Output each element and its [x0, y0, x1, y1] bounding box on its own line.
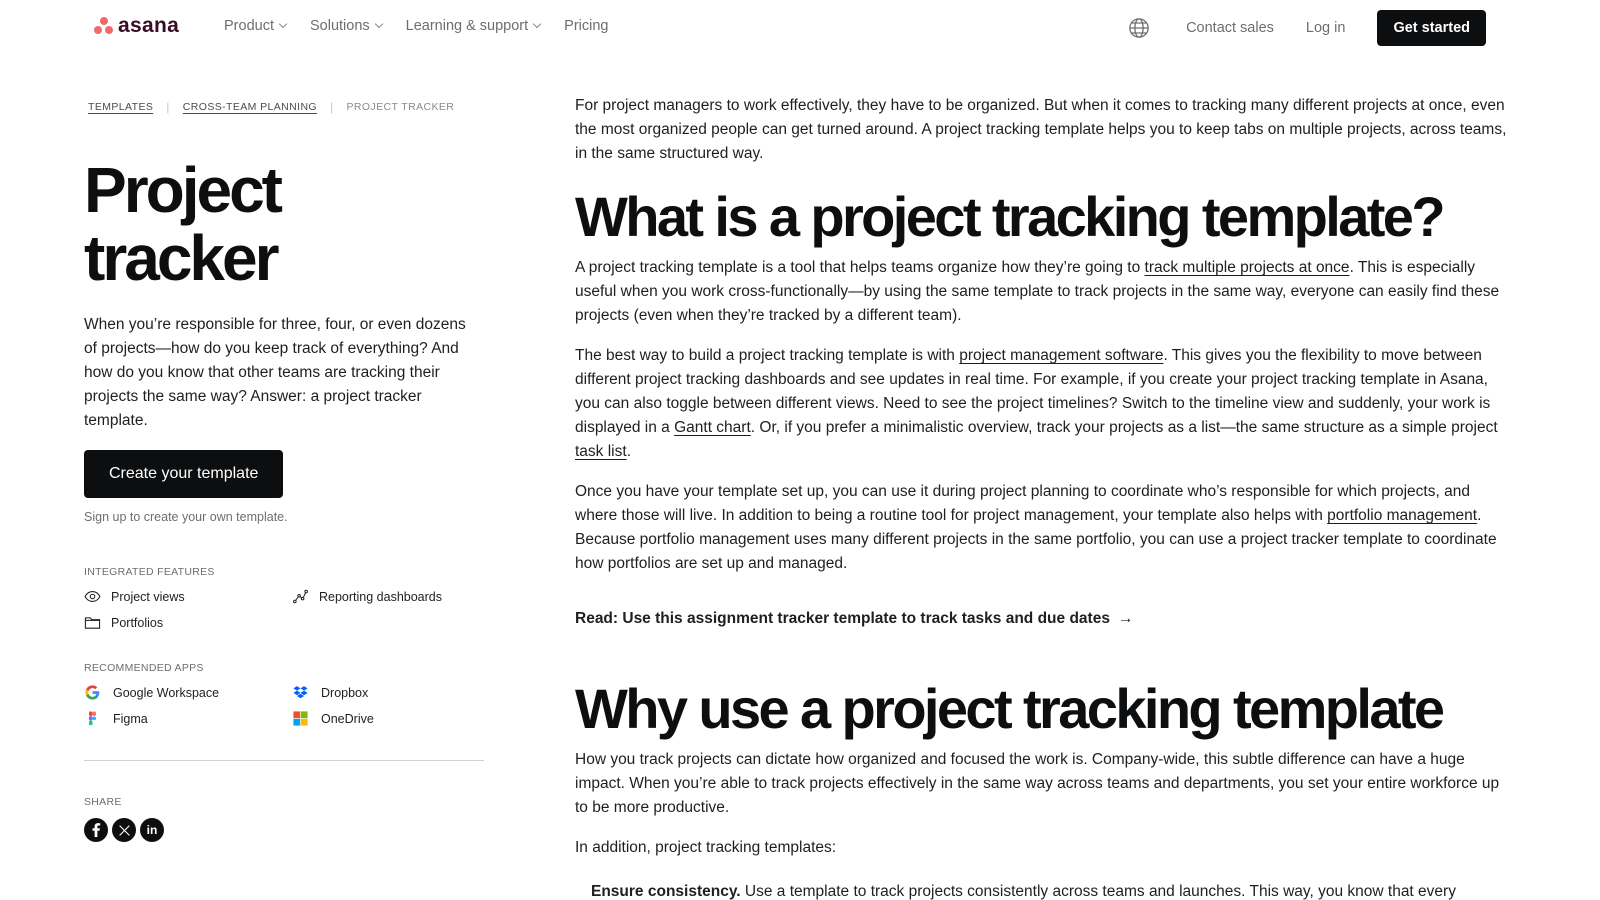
figma-icon [84, 710, 101, 727]
app-onedrive[interactable] [292, 710, 492, 727]
link-gantt-chart[interactable]: Gantt chart [674, 419, 751, 436]
title-line-1: Project [84, 154, 280, 226]
link-track-multiple-projects[interactable]: track multiple projects at once [1144, 259, 1350, 276]
chevron-down-icon [279, 20, 287, 28]
line-chart-icon [292, 588, 309, 605]
bullet-text: Use a template to track projects consistently across teams and launches. This way, you know that every [740, 883, 1456, 900]
recommended-apps-label: RECOMMENDED APPS [84, 662, 204, 674]
text: Once you have your template set up, you can use it during project planning to coordinate who’s responsible for which projects, and where those will live. In addition to being a routine tool for project management, your template also helps with [575, 483, 1470, 524]
intro-text: When you’re responsible for three, four, or even dozens of projects—how do you keep track of everything? And how do you know that other teams are tracking their projects the same way? Answer: a project tracker template. [84, 316, 466, 429]
benefits-list [575, 880, 1515, 900]
text: The best way to build a project tracking template is with [575, 347, 960, 364]
microsoft-icon [292, 710, 309, 727]
google-icon [84, 684, 101, 701]
header-actions [1128, 10, 1486, 46]
chevron-down-icon [533, 20, 541, 28]
app-dropbox[interactable] [292, 684, 492, 701]
features-list [84, 588, 484, 631]
feature-label: Project views [111, 589, 185, 604]
template-sidebar [84, 100, 484, 842]
read-link-label: Read: Use this assignment tracker template to track tasks and due dates [575, 610, 1110, 627]
paragraph-in-addition: In addition, project tracking templates: [575, 839, 837, 856]
get-started-button[interactable]: Get started [1377, 10, 1486, 46]
divider [84, 760, 484, 761]
main-nav [224, 18, 609, 34]
nav-label: Pricing [564, 18, 609, 34]
facebook-share-button[interactable] [84, 818, 108, 842]
article-content [575, 94, 1515, 900]
nav-pricing[interactable] [564, 18, 608, 34]
share-buttons [84, 818, 484, 842]
chevron-down-icon [374, 20, 382, 28]
nav-label: Product [224, 18, 274, 34]
page-title [84, 156, 484, 292]
app-label: Dropbox [321, 685, 369, 700]
feature-portfolios[interactable] [84, 614, 292, 631]
nav-solutions[interactable] [310, 18, 382, 34]
breadcrumb-templates[interactable]: TEMPLATES [88, 101, 154, 113]
signup-note: Sign up to create your own template. [84, 510, 288, 524]
read-assignment-tracker-link[interactable] [575, 610, 1515, 628]
app-figma[interactable] [84, 710, 292, 727]
dropbox-icon [292, 684, 309, 701]
paragraph-best-way [575, 344, 1515, 464]
logo-text: asana [118, 14, 180, 37]
apps-list [84, 684, 484, 727]
nav-label: Learning & support [405, 18, 529, 34]
text: . This gives you the flexibility to move between different project tracking dashboards and see updates in real time. For example, if you create your project tracking template in Asana, you can also toggle between different views. Need to see the project timelines? Switch to the timeline view and suddenly, your work is displayed in a [575, 347, 1491, 436]
eye-icon [84, 588, 101, 605]
list-item [591, 880, 1515, 900]
arrow-right-icon: → [1117, 610, 1134, 627]
linkedin-icon: in [146, 823, 158, 837]
feature-reporting-dashboards[interactable] [292, 588, 492, 605]
paragraph-definition [575, 256, 1515, 328]
feature-project-views[interactable] [84, 588, 292, 605]
top-nav [0, 0, 1600, 56]
globe-icon[interactable] [1128, 17, 1150, 39]
app-label: OneDrive [321, 711, 374, 726]
bullet-title: Ensure consistency. [591, 883, 741, 900]
breadcrumb-cross-team-planning[interactable]: CROSS-TEAM PLANNING [182, 101, 317, 113]
share-label: SHARE [84, 796, 122, 808]
feature-label: Portfolios [111, 615, 164, 630]
link-portfolio-management[interactable]: portfolio management [1327, 507, 1478, 524]
breadcrumb-separator: | [166, 100, 170, 114]
asana-logo[interactable] [94, 14, 180, 37]
facebook-icon [90, 823, 102, 837]
log-in-link[interactable]: Log in [1305, 20, 1346, 36]
heading-what-is: What is a project tracking template? [575, 185, 1443, 248]
x-icon [118, 824, 131, 837]
title-line-2: tracker [84, 222, 277, 294]
integrated-features-label: INTEGRATED FEATURES [84, 566, 215, 578]
asana-dots-icon [94, 17, 114, 35]
app-label: Figma [113, 711, 148, 726]
app-google-workspace[interactable] [84, 684, 292, 701]
heading-why-use: Why use a project tracking template [575, 677, 1443, 740]
article-intro: For project managers to work effectively, they have to be organized. But when it comes to tracking many different projects at once, even the most organized people can get turned around. A project tracking template helps you to keep tabs on multiple projects, across teams, in the same structured way. [575, 97, 1507, 162]
folder-icon [84, 614, 101, 631]
breadcrumb [84, 100, 484, 114]
x-share-button[interactable] [112, 818, 136, 842]
create-template-button[interactable]: Create your template [84, 450, 283, 498]
breadcrumb-separator: | [330, 100, 334, 114]
text: . Because portfolio management uses many different projects in the same portfolio, you can use a project tracker template to coordinate how portfolios are set up and managed. [575, 507, 1497, 572]
app-label: Google Workspace [113, 685, 220, 700]
feature-label: Reporting dashboards [319, 589, 442, 604]
breadcrumb-current: PROJECT TRACKER [346, 101, 455, 113]
nav-label: Solutions [309, 18, 370, 34]
link-project-management-software[interactable]: project management software [959, 347, 1164, 364]
nav-learning-support[interactable] [406, 18, 541, 34]
linkedin-share-button[interactable] [140, 818, 164, 842]
paragraph-once-setup [575, 480, 1515, 576]
paragraph-why: How you track projects can dictate how organized and focused the work is. Company-wide, this subtle difference can have a huge impact. When you’re able to track projects effectively in the same way across teams and departments, you set your entire workforce up to be more productive. [575, 751, 1500, 816]
link-task-list[interactable]: task list [575, 443, 627, 460]
nav-product[interactable] [224, 18, 286, 34]
text: . Or, if you prefer a minimalistic overview, track your projects as a list—the same structure as a simple project [750, 419, 1498, 436]
text: . [626, 443, 631, 460]
contact-sales-link[interactable]: Contact sales [1186, 20, 1274, 36]
text: . This is especially useful when you work cross-functionally—by using the same template to track projects in the same way, everyone can easily find these projects (even when they’re tracked by a different team). [575, 259, 1500, 324]
text: A project tracking template is a tool that helps teams organize how they’re going to [575, 259, 1145, 276]
